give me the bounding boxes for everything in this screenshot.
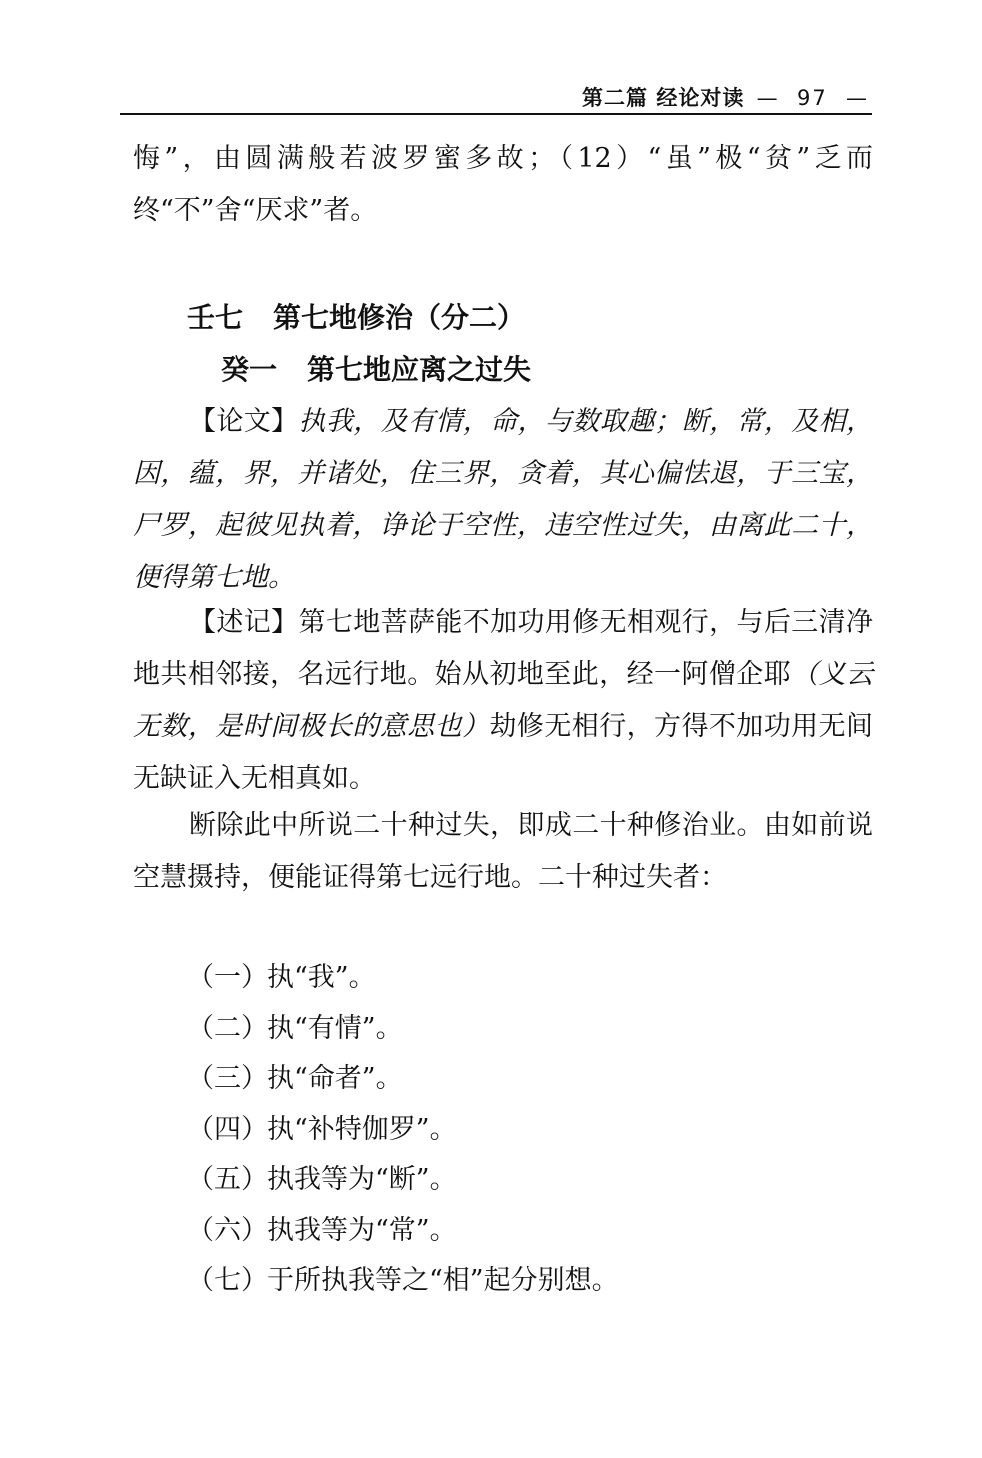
section-title: 第七地修治（分二） [273,301,526,334]
list-item [187,1155,619,1206]
commentary-text-before: 第七地菩萨能不加功用修无相观行，与后三清净地共相邻接，名远行地。始从初地至此，经一阿僧企耶 [133,607,873,690]
list-item-number: （七） [187,1265,268,1296]
subsection-title: 第七地应离之过失 [307,353,532,386]
list-item-text: 执我等为“常”。 [267,1214,457,1246]
commentary [133,597,873,805]
continued-paragraph [133,133,873,237]
explanation [133,800,873,904]
page-number: 97 [796,86,828,110]
list-item [187,1054,619,1105]
section-code: 壬七 [187,301,244,334]
commentary-tag: 【述记】 [189,607,299,638]
header-dash-right: — [846,86,868,110]
list-item-text: 执“有情”。 [267,1012,403,1044]
section-heading-level2 [221,348,531,388]
header-rule [120,113,872,115]
list-item [187,1256,619,1307]
commentary-text-after: 劫修无相行，方得不加功用无间无缺证入无相真如。 [133,711,873,794]
list-item [187,1105,619,1156]
treatise-text [133,396,873,604]
commentary-note: （义云无数，是时间极长的意思也） [133,659,874,742]
list-item-text: 执“命者”。 [267,1063,403,1094]
treatise-tag: 【论文】 [189,406,299,437]
list-item-text: 执我等为“断”。 [267,1164,457,1195]
header-title: 第二篇 经论对读 [582,86,745,110]
list-item [187,1206,619,1257]
list-item-text: 执“我”。 [267,962,376,993]
list-item-text: 于所执我等之“相”起分别想。 [267,1265,619,1296]
faults-list [187,953,619,1307]
section-heading-level1 [187,296,525,336]
list-item [187,1004,619,1055]
treatise-verse: 执我，及有情，命，与数取趣；断，常，及相，因，蕴，界，并诸处，住三界，贪着，其心偏怯退，于三宝，尸罗，起彼见执着，诤论于空性，违空性过失，由离此二十，便得第七地。 [133,406,873,593]
list-item-number: （五） [187,1164,268,1195]
list-item [187,953,619,1004]
treatise-paragraph [133,396,873,604]
subsection-code: 癸一 [221,353,278,386]
list-item-text: 执“补特伽罗”。 [267,1113,457,1145]
explanation-paragraph: 断除此中所说二十种过失，即成二十种修治业。由如前说空慧摄持，便能证得第七远行地。二十种过失者： [133,810,873,893]
list-item-number: （二） [187,1012,268,1044]
commentary-paragraph [133,597,873,805]
list-item-number: （六） [187,1214,268,1246]
list-item-number: （一） [187,962,268,993]
list-item-number: （三） [187,1063,268,1094]
list-item-number: （四） [187,1113,268,1145]
running-header [120,82,872,112]
header-dash-left: — [756,86,779,110]
continued-paragraph-text: 悔”，由圆满般若波罗蜜多故；（12）“虽”极“贫”乏而终“不”舍“厌求”者。 [133,143,873,226]
